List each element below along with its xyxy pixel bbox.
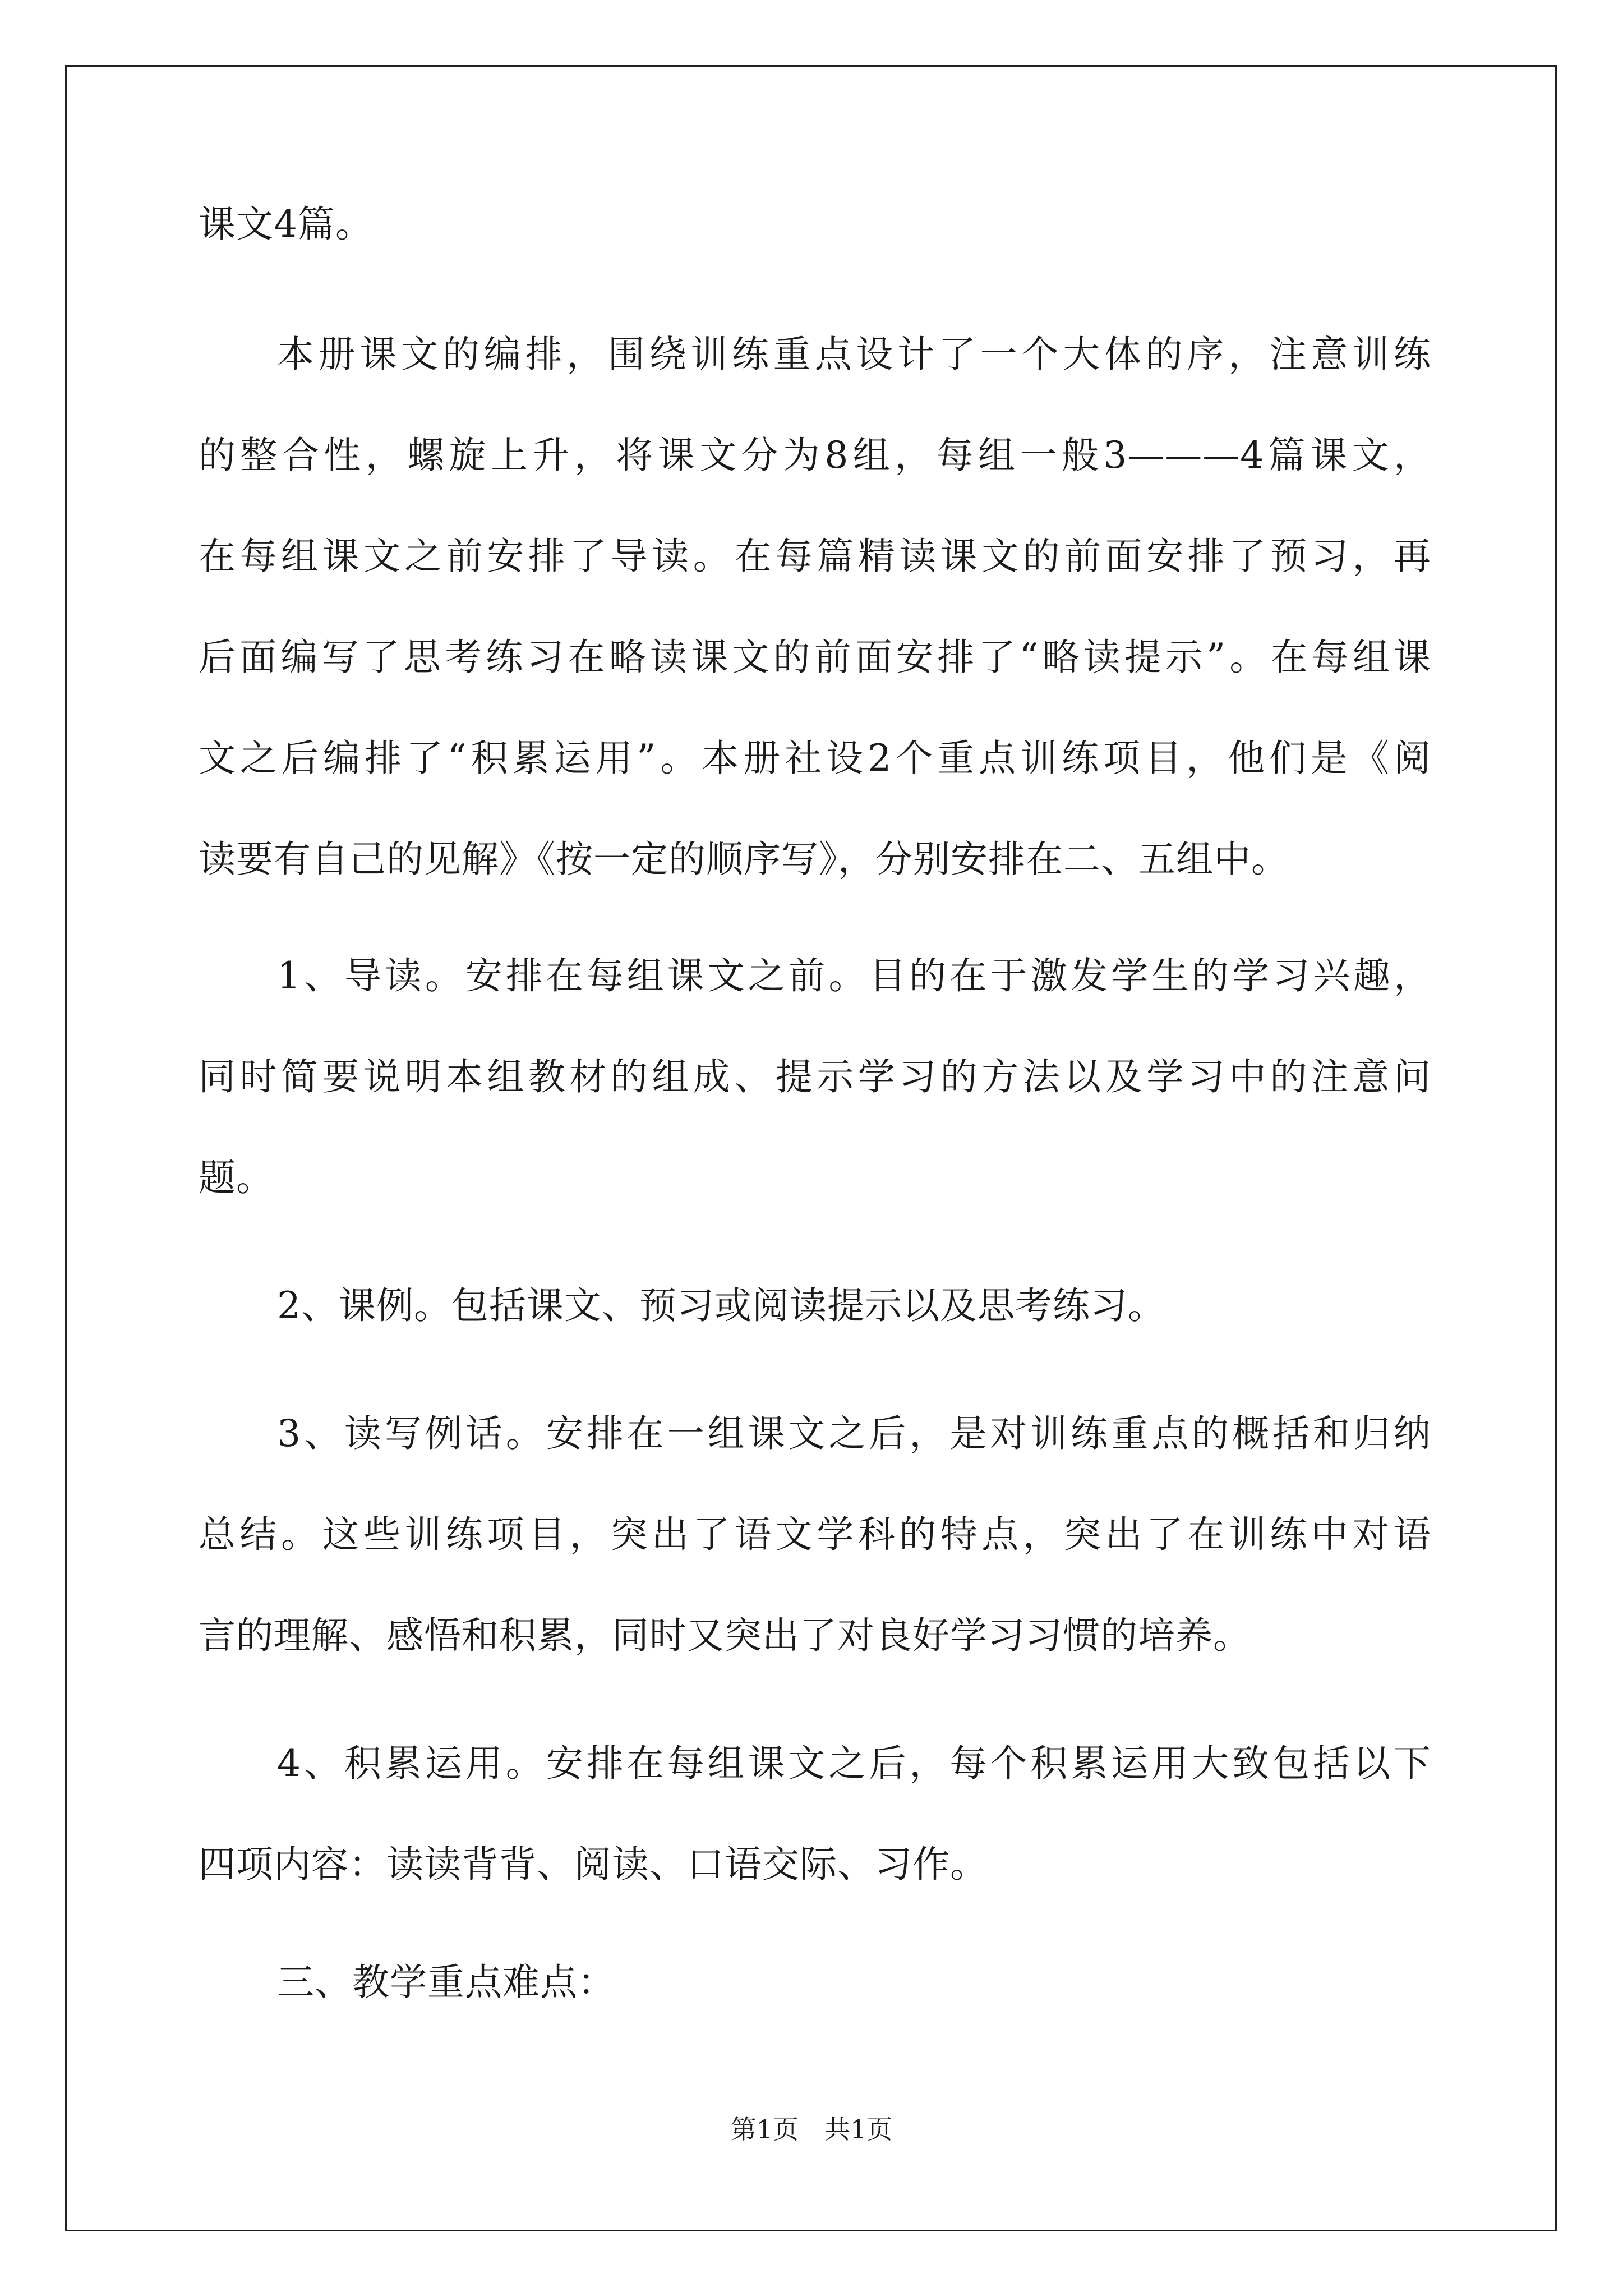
text-line: 课文4篇。 bbox=[199, 203, 373, 246]
section-heading: 三、教学重点难点： bbox=[277, 1961, 615, 2004]
text-line: 同时简要说明本组教材的组成、提示学习的方法以及学习中的注意问 bbox=[199, 1055, 1431, 1098]
paragraph-first-line: 4、积累运用。安排在每组课文之后，每个积累运用大致包括以下 bbox=[277, 1742, 1431, 1785]
paragraph-first-line: 1、导读。安排在每组课文之前。目的在于激发学生的学习兴趣， bbox=[277, 954, 1431, 997]
text-line: 后面编写了思考练习在略读课文的前面安排了“略读提示”。在每组课 bbox=[199, 636, 1431, 679]
paragraph-first-line: 2、课例。包括课文、预习或阅读提示以及思考练习。 bbox=[277, 1284, 1165, 1327]
text-line: 的整合性，螺旋上升，将课文分为8组，每组一般3———4篇课文， bbox=[199, 434, 1431, 477]
paragraph-first-line: 本册课文的编排，围绕训练重点设计了一个大体的序，注意训练 bbox=[277, 333, 1431, 376]
text-line: 四项内容：读读背背、阅读、口语交际、习作。 bbox=[199, 1843, 988, 1886]
page-border bbox=[65, 65, 1557, 2231]
text-line: 题。 bbox=[199, 1156, 274, 1199]
text-line: 总结。这些训练项目，突出了语文学科的特点，突出了在训练中对语 bbox=[199, 1513, 1431, 1556]
paragraph-first-line: 3、读写例话。安排在一组课文之后，是对训练重点的概括和归纳 bbox=[277, 1412, 1431, 1455]
text-line: 读要有自己的见解》《按一定的顺序写》，分别安排在二、五组中。 bbox=[199, 838, 1289, 881]
page-number-footer: 第1页 共1页 bbox=[730, 2114, 893, 2145]
text-line: 在每组课文之前安排了导读。在每篇精读课文的前面安排了预习，再 bbox=[199, 535, 1431, 578]
text-line: 文之后编排了“积累运用”。本册社设2个重点训练项目，他们是《阅 bbox=[199, 737, 1431, 780]
text-line: 言的理解、感悟和积累，同时又突出了对良好学习习惯的培养。 bbox=[199, 1614, 1251, 1657]
